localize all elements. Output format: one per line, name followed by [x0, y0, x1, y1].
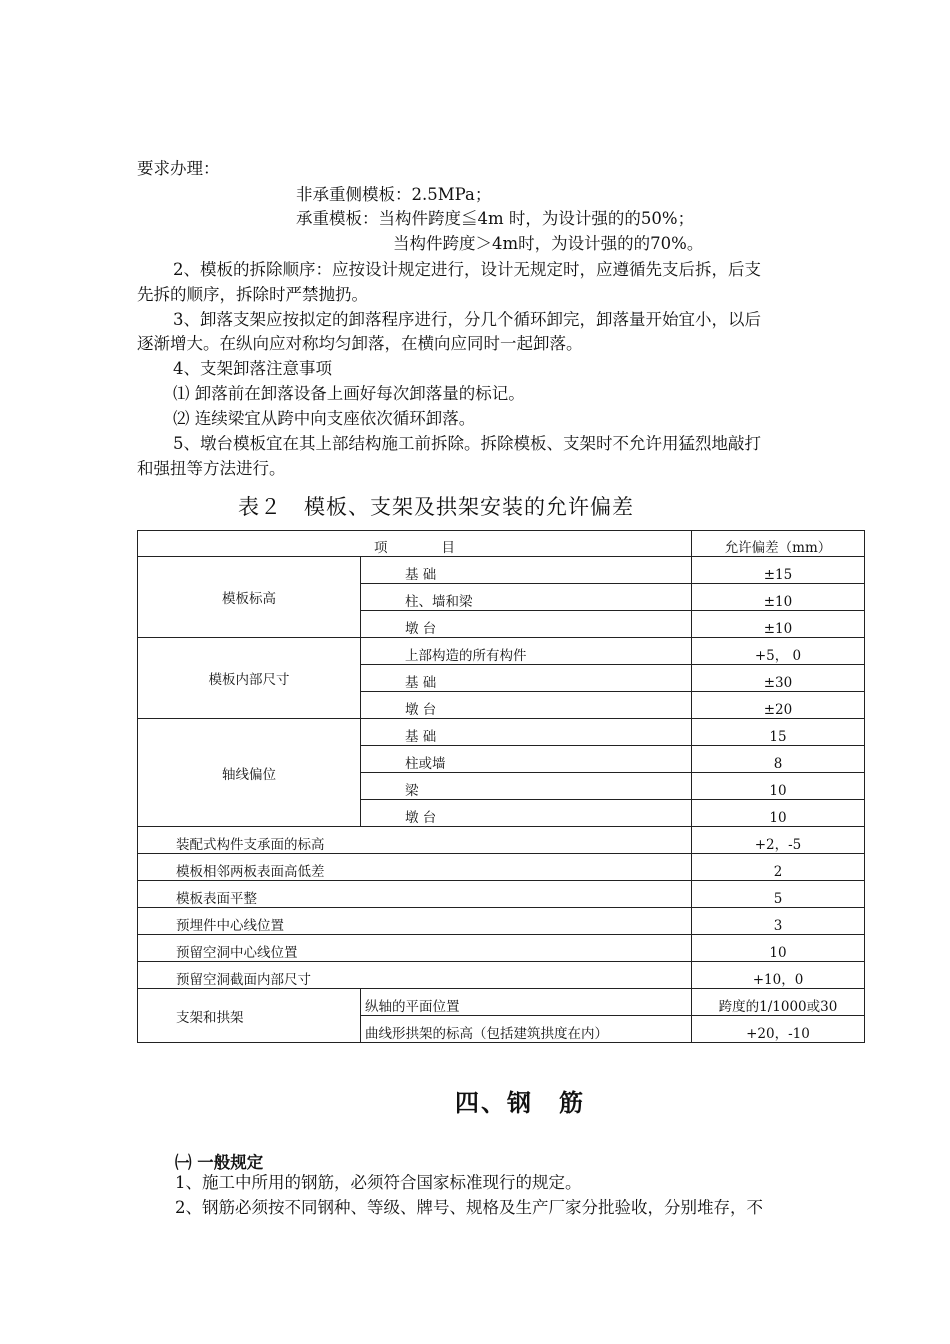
row-item: 模板相邻两板表面高低差 [138, 854, 692, 881]
row-item: 上部构造的所有构件 [361, 638, 692, 665]
table-row [138, 881, 865, 908]
row-value: 跨度的1/1000或30 [692, 989, 865, 1016]
row-item: 预留空洞中心线位置 [138, 935, 692, 962]
table-title: 表２ 模板、支架及拱架安装的允许偏差 [238, 495, 634, 519]
row-value: 2 [692, 854, 865, 881]
row-value: ±20 [692, 692, 865, 719]
table-header-row [138, 531, 865, 557]
group-label: 模板内部尺寸 [138, 638, 361, 719]
header-item: 项 目 [138, 531, 692, 557]
row-item: 基 础 [361, 719, 692, 746]
row-value: ±10 [692, 611, 865, 638]
table-row [138, 962, 865, 989]
table-row [138, 557, 865, 584]
row-value: 5 [692, 881, 865, 908]
table-row [138, 719, 865, 746]
row-item: 模板表面平整 [138, 881, 692, 908]
text-line: 先拆的顺序，拆除时严禁抛扔。 [137, 285, 368, 304]
text-line: 2、钢筋必须按不同钢种、等级、牌号、规格及生产厂家分批验收，分别堆存，不 [175, 1198, 763, 1217]
table-row [138, 935, 865, 962]
table-row [138, 827, 865, 854]
text-line: 当构件跨度＞4m时，为设计强的的70%。 [393, 234, 704, 253]
row-item: 基 础 [361, 557, 692, 584]
group-label: 支架和拱架 [138, 989, 361, 1043]
tolerance-table [137, 530, 865, 1043]
row-value: +2，-5 [692, 827, 865, 854]
subsection-heading: ㈠ 一般规定 [175, 1153, 264, 1172]
text-line: 1、施工中所用的钢筋，必须符合国家标准现行的规定。 [175, 1173, 582, 1192]
row-item: 装配式构件支承面的标高 [138, 827, 692, 854]
text-line: 承重模板：当构件跨度≦4m 时，为设计强的的50%； [296, 209, 695, 228]
table-row [138, 908, 865, 935]
text-line: 逐渐增大。在纵向应对称均匀卸落，在横向应同时一起卸落。 [137, 334, 583, 353]
row-value: 15 [692, 719, 865, 746]
row-value: 10 [692, 800, 865, 827]
group-label: 模板标高 [138, 557, 361, 638]
row-item: 曲线形拱架的标高（包括建筑拱度在内） [361, 1016, 692, 1043]
table-row [138, 638, 865, 665]
group-label: 轴线偏位 [138, 719, 361, 827]
row-value: 10 [692, 935, 865, 962]
row-value: +5， 0 [692, 638, 865, 665]
row-item: 柱、墙和梁 [361, 584, 692, 611]
row-item: 梁 [361, 773, 692, 800]
text-line: 5、墩台模板宜在其上部结构施工前拆除。拆除模板、支架时不允许用猛烈地敲打 [173, 434, 761, 453]
section-heading: 四、钢 筋 [455, 1089, 585, 1117]
row-item: 柱或墙 [361, 746, 692, 773]
table-row [138, 854, 865, 881]
row-item: 墩 台 [361, 611, 692, 638]
text-line: ⑴ 卸落前在卸落设备上画好每次卸落量的标记。 [173, 384, 525, 403]
text-line: 要求办理： [137, 159, 220, 178]
row-item: 纵轴的平面位置 [361, 989, 692, 1016]
text-line: 2、模板的拆除顺序：应按设计规定进行，设计无规定时，应遵循先支后拆，后支 [173, 260, 761, 279]
header-value: 允许偏差（mm） [692, 531, 865, 557]
text-line: ⑵ 连续梁宜从跨中向支座依次循环卸落。 [173, 409, 476, 428]
row-value: ±15 [692, 557, 865, 584]
row-item: 预埋件中心线位置 [138, 908, 692, 935]
row-item: 基 础 [361, 665, 692, 692]
row-value: ±30 [692, 665, 865, 692]
row-value: 10 [692, 773, 865, 800]
row-item: 墩 台 [361, 800, 692, 827]
text-line: 非承重侧模板：2.5MPa； [296, 185, 492, 204]
row-value: 3 [692, 908, 865, 935]
row-value: ±10 [692, 584, 865, 611]
row-value: +20，-10 [692, 1016, 865, 1043]
text-line: 和强扭等方法进行。 [137, 459, 286, 478]
table-row [138, 989, 865, 1016]
row-value: +10，0 [692, 962, 865, 989]
row-item: 预留空洞截面内部尺寸 [138, 962, 692, 989]
row-item: 墩 台 [361, 692, 692, 719]
text-line: 4、支架卸落注意事项 [173, 359, 332, 378]
row-value: 8 [692, 746, 865, 773]
text-line: 3、卸落支架应按拟定的卸落程序进行，分几个循环卸完，卸落量开始宜小，以后 [173, 310, 761, 329]
